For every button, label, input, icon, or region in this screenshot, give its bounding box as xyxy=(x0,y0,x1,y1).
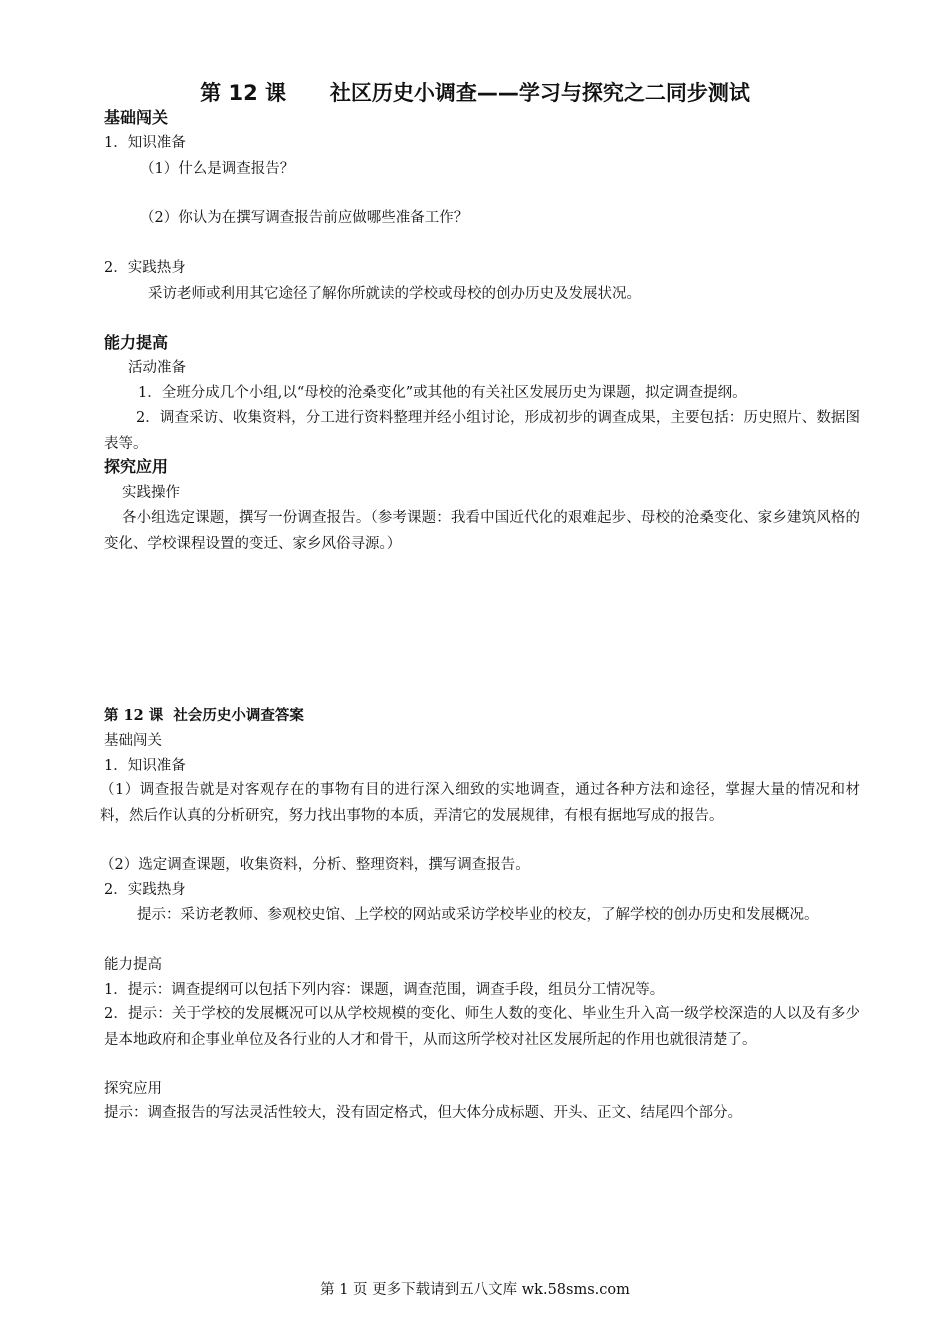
basic-question-1: （1）什么是调查报告？ xyxy=(140,161,295,177)
answers-basic-heading: 基础闯关 xyxy=(104,733,162,749)
explore-subheading: 实践操作 xyxy=(122,485,180,501)
answer-1: （1）调查报告就是对客观存在的事物有目的进行深入细致的实地调查，通过各种方法和途径，掌握大量的情况和材料，然后作认真的分析研究，努力找出事物的本质，弄清它的发展规律，有根有据地写成的报告。 xyxy=(100,782,860,824)
answer-practice: 提示：采访老教师、参观校史馆、上学校的网站或采访学校毕业的校友，了解学校的创办历史和发展概况。 xyxy=(137,907,819,923)
section-heading-explore: 探究应用 xyxy=(104,457,169,476)
answers-item-2: 2．实践热身 xyxy=(104,882,186,898)
ability-point-2: 2．调查采访、收集资料，分工进行资料整理并经小组讨论，形成初步的调查成果，主要包括：历史照片、数据图表等。 xyxy=(104,410,860,452)
basic-question-2: （2）你认为在撰写调查报告前应做哪些准备工作？ xyxy=(140,210,469,226)
basic-item-2: 2．实践热身 xyxy=(104,260,186,276)
page-footer: 第 1 页 更多下载请到五八文库 wk.58sms.com xyxy=(320,1282,630,1298)
answer-ability-2: 2．提示：关于学校的发展概况可以从学校规模的变化、师生人数的变化、毕业生升入高一级学校深造的人以及有多少是本地政府和企事业单位及各行业的人才和骨干，从而这所学校对社区发展所起的作用也就很清楚了。 xyxy=(104,1006,860,1048)
page-title: 第 12 课 社区历史小调查——学习与探究之二同步测试 xyxy=(200,81,750,105)
ability-point-1: 1．全班分成几个小组,以“母校的沧桑变化”或其他的有关社区发展历史为课题，拟定调查提纲。 xyxy=(138,385,747,401)
basic-practice: 采访老师或利用其它途径了解你所就读的学校或母校的创办历史及发展状况。 xyxy=(148,286,641,302)
basic-item-1: 1．知识准备 xyxy=(104,135,186,151)
explore-task: 各小组选定课题，撰写一份调查报告。（参考课题：我看中国近代化的艰难起步、母校的沧桑变化、家乡建筑风格的变化、学校课程设置的变迁、家乡风俗寻源。） xyxy=(104,510,860,552)
section-heading-ability: 能力提高 xyxy=(104,333,169,352)
ability-subheading: 活动准备 xyxy=(128,360,186,376)
answers-title: 第 12 课 社会历史小调查答案 xyxy=(104,707,304,724)
section-heading-basic: 基础闯关 xyxy=(104,108,169,127)
answers-ability-heading: 能力提高 xyxy=(104,957,162,973)
answer-ability-1: 1．提示：调查提纲可以包括下列内容：课题，调查范围，调查手段，组员分工情况等。 xyxy=(104,982,665,998)
answers-explore-heading: 探究应用 xyxy=(104,1081,162,1097)
answer-explore-1: 提示：调查报告的写法灵活性较大，没有固定格式，但大体分成标题、开头、正文、结尾四个部分。 xyxy=(104,1105,742,1121)
answers-item-1: 1．知识准备 xyxy=(104,758,186,774)
answer-2: （2）选定调查课题，收集资料，分析、整理资料，撰写调查报告。 xyxy=(100,857,530,873)
